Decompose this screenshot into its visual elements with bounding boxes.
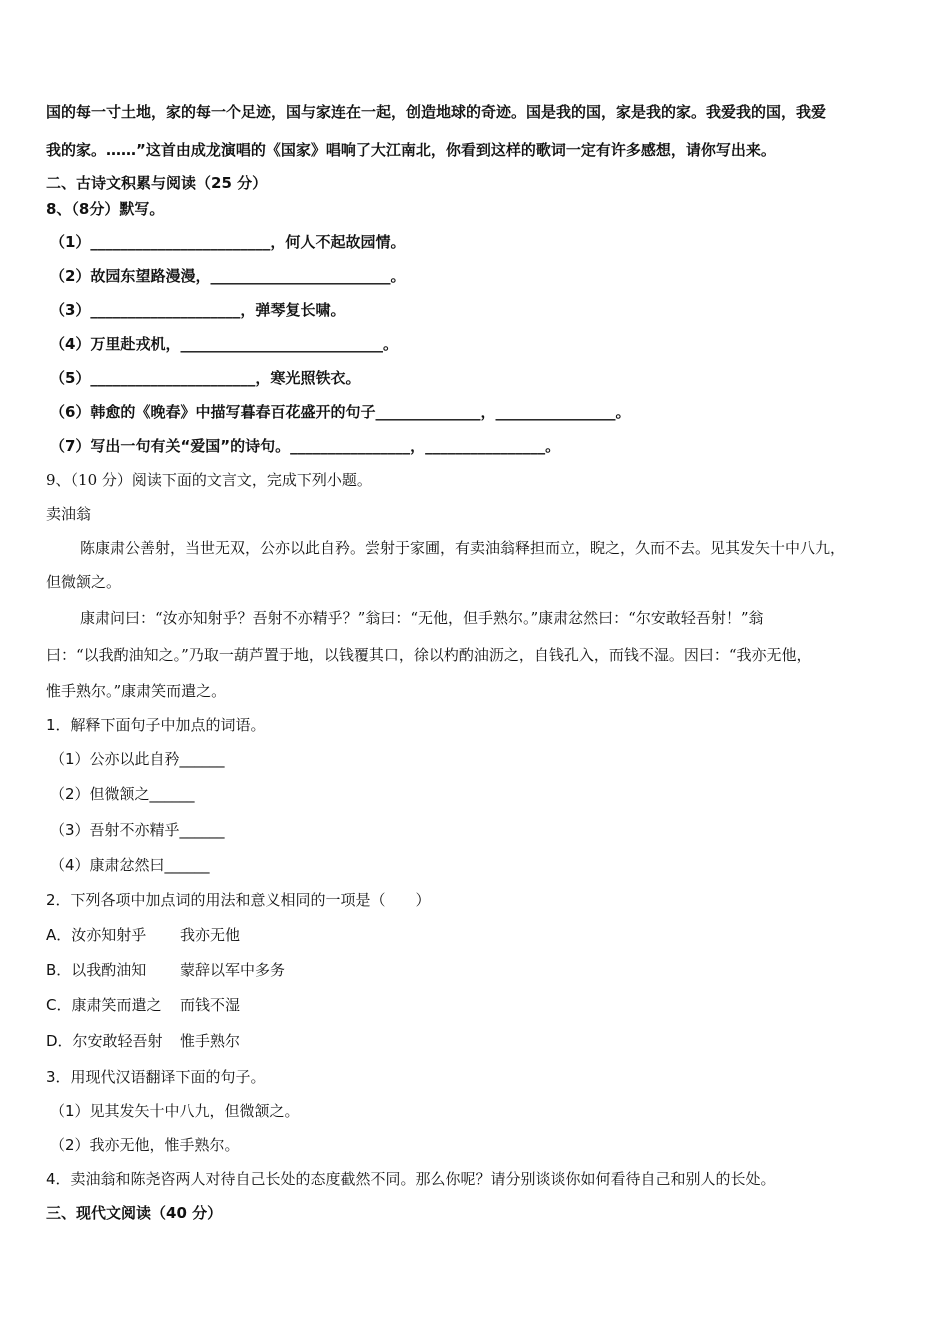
passage-title: 卖油翁 — [46, 505, 92, 523]
passage-p1-line-1: 陈康肃公善射，当世无双，公亦以此自矜。尝射于家圃，有卖油翁释担而立，睨之，久而不去。见其发矢十中八九， — [80, 539, 846, 557]
option-pair: 而钱不湿 — [180, 996, 241, 1014]
q8-item-2: （2）故园东望路漫漫，________________________。 — [50, 267, 406, 285]
sub3-item-1: （1）见其发矢十中八九，但微颔之。 — [50, 1102, 300, 1120]
sub1-item-3: （3）吾射不亦精乎______ — [50, 821, 225, 839]
sub1-item-4: （4）康肃忿然曰______ — [50, 856, 210, 874]
option-label: A．汝亦知射乎 — [46, 926, 147, 944]
intro-line-1: 国的每一寸土地，家的每一个足迹，国与家连在一起，创造地球的奇迹。国是我的国，家是我的家。我爱我的国，我爱 — [46, 103, 827, 121]
sub2-title: 2．下列各项中加点词的用法和意义相同的一项是（ ） — [46, 891, 431, 909]
sub2-option-c — [46, 995, 240, 1015]
q8-item-5: （5）______________________，寒光照铁衣。 — [50, 369, 361, 387]
q8-title: 8、（8分）默写。 — [46, 200, 165, 218]
q8-item-1: （1）________________________，何人不起故园情。 — [50, 233, 406, 251]
q8-item-6: （6）韩愈的《晚春》中描写暮春百花盛开的句子______________，________________。 — [50, 403, 631, 421]
q8-item-3: （3）____________________，弹琴复长啸。 — [50, 301, 346, 319]
option-label: D．尔安敢轻吾射 — [46, 1032, 163, 1050]
intro-line-2: 我的家。……”这首由成龙演唱的《国家》唱响了大江南北，你看到这样的歌词一定有许多感想，请你写出来。 — [46, 141, 776, 159]
section-2-title: 二、古诗文积累与阅读（25 分） — [46, 174, 268, 192]
sub1-item-2: （2）但微颔之______ — [50, 785, 195, 803]
passage-p2-line-2: 曰：“以我酌油知之。”乃取一葫芦置于地，以钱覆其口，徐以杓酌油沥之，自钱孔入，而钱不湿。因曰：“我亦无他， — [46, 646, 812, 664]
option-pair: 我亦无他 — [180, 926, 241, 944]
sub2-option-a — [46, 925, 240, 945]
passage-p2-line-3: 惟手熟尔。”康肃笑而遣之。 — [46, 682, 227, 700]
sub2-option-b — [46, 960, 285, 980]
option-pair: 蒙辞以军中多务 — [180, 961, 286, 979]
passage-p1-line-2: 但微颔之。 — [46, 573, 122, 591]
option-label: C．康肃笑而遣之 — [46, 996, 162, 1014]
q9-title: 9、（10 分）阅读下面的文言文，完成下列小题。 — [46, 471, 372, 489]
q8-item-7: （7）写出一句有关“爱国”的诗句。________________，________________。 — [50, 437, 561, 455]
option-pair: 惟手熟尔 — [180, 1032, 241, 1050]
sub3-item-2: （2）我亦无他，惟手熟尔。 — [50, 1136, 240, 1154]
sub3-title: 3．用现代汉语翻译下面的句子。 — [46, 1068, 266, 1086]
q8-item-4: （4）万里赴戎机，___________________________。 — [50, 335, 398, 353]
sub2-option-d — [46, 1031, 240, 1051]
sub4-question: 4．卖油翁和陈尧咨两人对待自己长处的态度截然不同。那么你呢？请分别谈谈你如何看待自己和别人的长处。 — [46, 1170, 776, 1188]
section-3-title: 三、现代文阅读（40 分） — [46, 1204, 223, 1222]
sub1-item-1: （1）公亦以此自矜______ — [50, 750, 225, 768]
option-label: B．以我酌油知 — [46, 961, 147, 979]
sub1-title: 1．解释下面句子中加点的词语。 — [46, 716, 266, 734]
passage-p2-line-1: 康肃问曰：“汝亦知射乎？吾射不亦精乎？”翁曰：“无他，但手熟尔。”康肃忿然曰：“尔安敢轻吾射！”翁 — [80, 609, 764, 627]
